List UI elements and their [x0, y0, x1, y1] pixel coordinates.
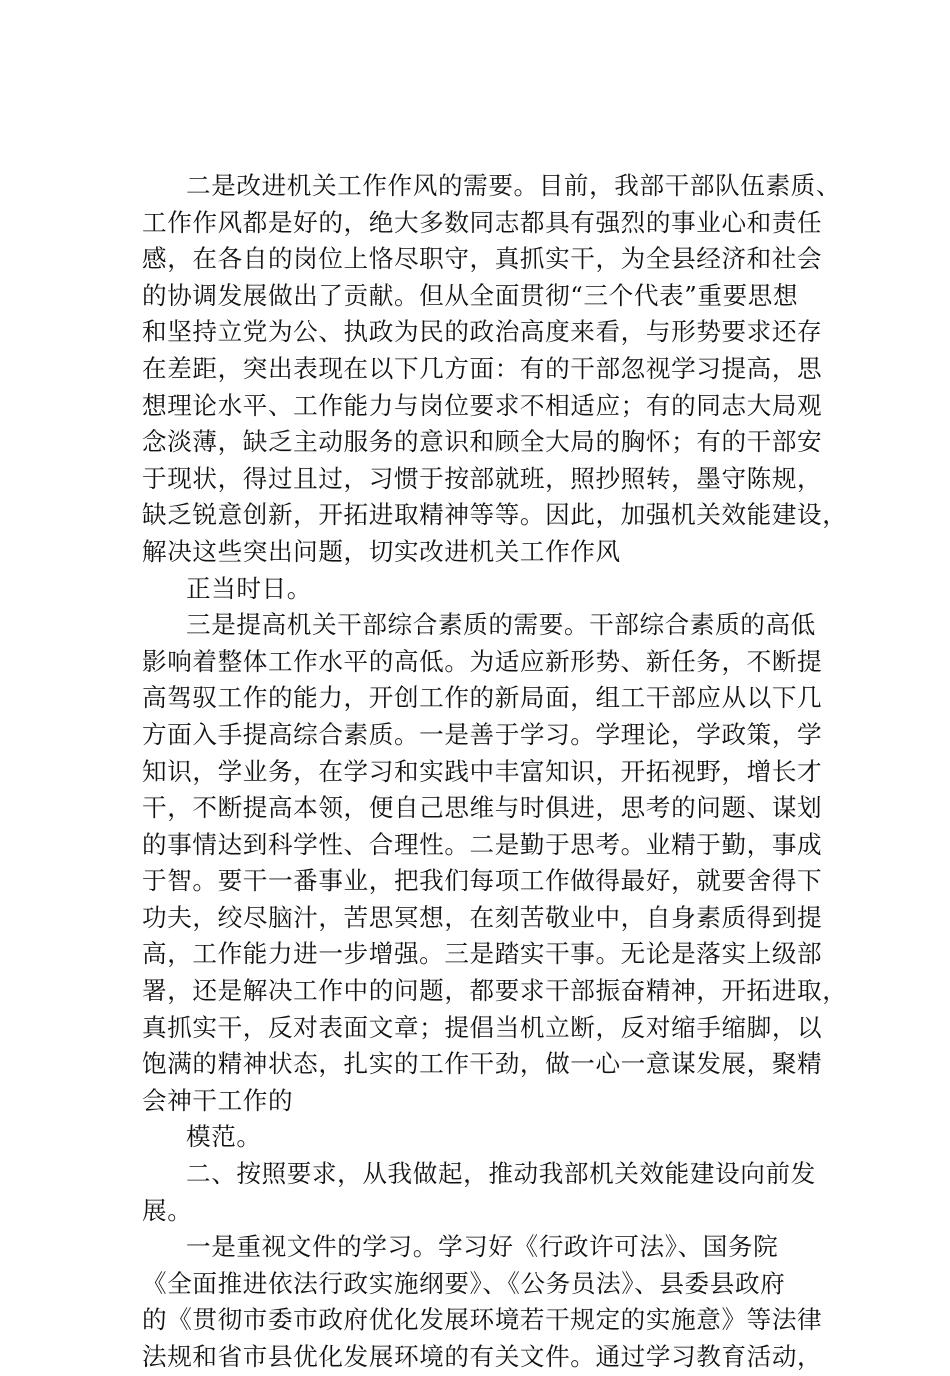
document-line: 二、按照要求，从我做起，推动我部机关效能建设向前发 [186, 1159, 816, 1189]
document-line: 的协调发展做出了贡献。但从全面贯彻“三个代表”重要思想 [142, 280, 799, 310]
document-line: 展。 [142, 1195, 193, 1225]
document-line: 功夫，绞尽脑汁，苦思冥想，在刻苦敬业中，自身素质得到提 [142, 902, 823, 932]
document-body [142, 168, 848, 1376]
document-line: 方面入手提高综合素质。一是善于学习。学理论，学政策，学 [142, 719, 823, 749]
document-line: 缺乏锐意创新，开拓进取精神等等。因此，加强机关效能建设， [142, 500, 848, 530]
document-line: 和坚持立党为公、执政为民的政治高度来看，与形势要求还存 [142, 317, 823, 347]
document-line: 干，不断提高本领，便自己思维与时俱进，思考的问题、谋划 [142, 793, 823, 823]
document-line: 于智。要干一番事业，把我们每项工作做得最好，就要舍得下 [142, 866, 823, 896]
document-line: 法规和省市县优化发展环境的有关文件。通过学习教育活动， [142, 1342, 823, 1371]
document-line: 于现状，得过且过，习惯于按部就班，照抄照转，墨守陈规， [142, 463, 823, 493]
document-line: 感，在各自的岗位上恪尽职守，真抓实干，为全县经济和社会 [142, 244, 823, 274]
document-line: 模范。 [186, 1122, 262, 1152]
document-line: 一是重视文件的学习。学习好《行政许可法》、国务院 [186, 1232, 779, 1262]
document-line: 知识，学业务，在学习和实践中丰富知识，开拓视野，增长才 [142, 756, 823, 786]
document-line: 解决这些突出问题，切实改进机关工作作风 [142, 536, 621, 566]
document-line: 想理论水平、工作能力与岗位要求不相适应；有的同志大局观 [142, 390, 823, 420]
document-line: 念淡薄，缺乏主动服务的意识和顾全大局的胸怀；有的干部安 [142, 427, 823, 457]
document-line: 真抓实干，反对表面文章；提倡当机立断，反对缩手缩脚，以 [142, 1012, 823, 1042]
document-line: 的《贯彻市委市政府优化发展环境若干规定的实施意》等法律 [142, 1305, 823, 1335]
document-line: 《全面推进依法行政实施纲要》、《公务员法》、县委县政府 [142, 1268, 786, 1298]
document-line: 署，还是解决工作中的问题，都要求干部振奋精神，开拓进取， [142, 976, 848, 1006]
document-line: 三是提高机关干部综合素质的需要。干部综合素质的高低 [186, 610, 816, 640]
document-line: 在差距，突出表现在以下几方面：有的干部忽视学习提高，思 [142, 353, 823, 383]
document-line: 高，工作能力进一步增强。三是踏实干事。无论是落实上级部 [142, 939, 823, 969]
document-line: 会神干工作的 [142, 1085, 294, 1115]
document-line: 二是改进机关工作作风的需要。目前，我部干部队伍素质、 [186, 171, 842, 200]
document-line: 的事情达到科学性、合理性。二是勤于思考。业精于勤，事成 [142, 829, 823, 859]
document-line: 影响着整体工作水平的高低。为适应新形势、新任务，不断提 [142, 646, 823, 676]
document-line: 工作作风都是好的，绝大多数同志都具有强烈的事业心和责任 [142, 207, 823, 237]
document-line: 饱满的精神状态，扎实的工作干劲，做一心一意谋发展，聚精 [142, 1049, 823, 1079]
document-line: 正当时日。 [186, 573, 312, 603]
document-line: 高驾驭工作的能力，开创工作的新局面，组工干部应从以下几 [142, 683, 823, 713]
